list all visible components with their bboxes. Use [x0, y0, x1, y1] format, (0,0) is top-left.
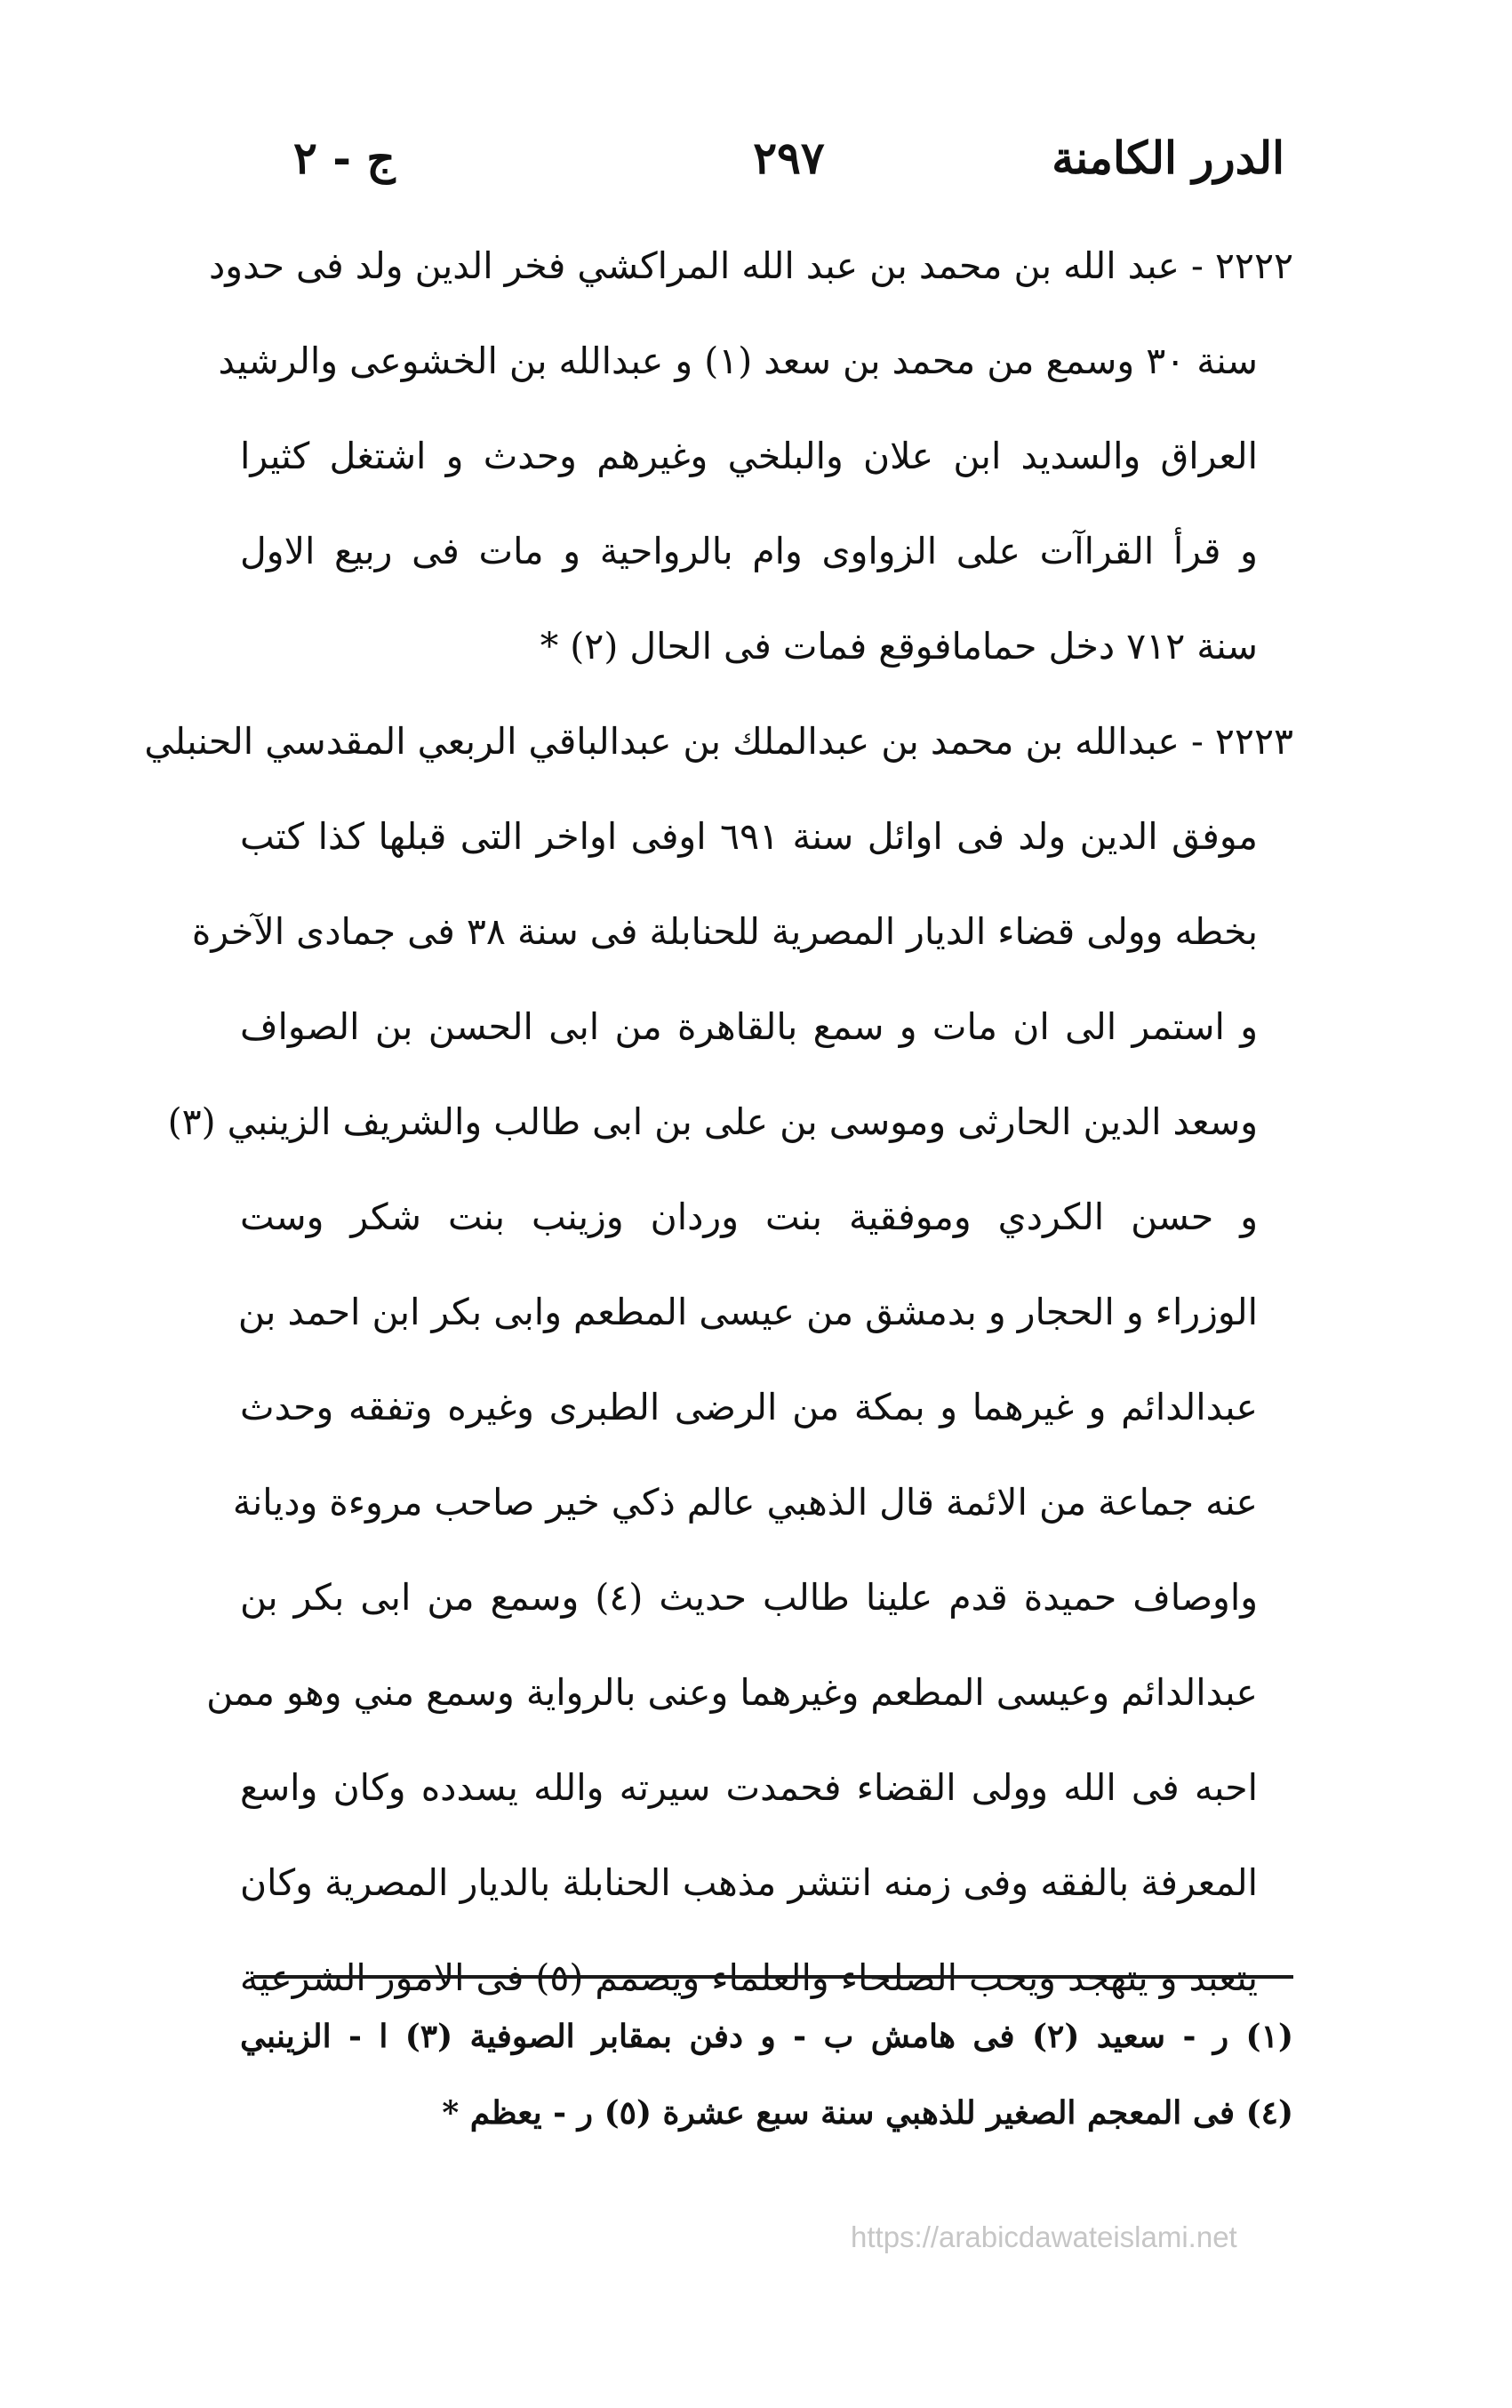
- text-line: ٢٢٢٣ - عبدالله بن محمد بن عبدالملك بن عبدالباقي الربعي المقدسي الحنبلي: [144, 720, 1293, 763]
- text-line: العراق والسديد ابن علان والبلخي وغيرهم وحدث و اشتغل كثيرا: [240, 435, 1258, 477]
- main-text: [144, 219, 1293, 2026]
- text-line: سنة ٧١٢ دخل حمامافوقع فمات فى الحال (٢) *: [540, 625, 1258, 668]
- biography-entry-2223: [144, 694, 1293, 2026]
- footnote-line: (٤) فى المعجم الصغير للذهبي سنة سبع عشرة (٥) ر - يعظم *: [442, 2094, 1293, 2132]
- text-line: وسعد الدين الحارثى وموسى بن على بن ابى طالب والشريف الزينبي (٣): [167, 1100, 1258, 1143]
- text-line: يتعبد و يتهجد ويحب الصلحاء والعلماء ويصمم (٥) فى الامور الشرعية: [239, 1956, 1258, 1999]
- text-line: عبدالدائم وعيسى المطعم وغيرهما وعنى بالرواية وسمع مني وهو ممن: [206, 1671, 1258, 1714]
- text-line: ٢٢٢٢ - عبد الله بن محمد بن عبد الله المراكشي فخر الدين ولد فى حدود: [209, 244, 1293, 287]
- biography-entry-2222: [209, 219, 1293, 694]
- text-line: عبدالدائم و غيرهما و بمكة من الرضى الطبرى وغيره وتفقه وحدث: [240, 1386, 1258, 1428]
- volume-label: ج - ٢: [293, 132, 396, 184]
- text-line: و قرأ القراآت على الزواوى وام بالرواحية و مات فى ربيع الاول: [240, 530, 1258, 572]
- text-line: المعرفة بالفقه وفى زمنه انتشر مذهب الحنابلة بالديار المصرية وكان: [240, 1861, 1258, 1904]
- text-line: واوصاف حميدة قدم علينا طالب حديث (٤) وسمع من ابى بكر بن: [240, 1576, 1259, 1619]
- book-title: الدرر الكامنة: [1052, 132, 1284, 184]
- footnote-divider: [253, 1975, 1293, 1979]
- text-line: و حسن الكردي وموفقية بنت وردان وزينب بنت شكر وست: [240, 1196, 1258, 1238]
- text-line: و استمر الى ان مات و سمع بالقاهرة من ابى الحسن بن الصواف: [240, 1005, 1258, 1048]
- watermark-url: https://arabicdawateislami.net: [851, 2220, 1237, 2253]
- footnotes: [240, 1998, 1293, 2151]
- text-line: الوزراء و الحجار و بدمشق من عيسى المطعم وابى بكر ابن احمد بن: [237, 1291, 1258, 1333]
- page-number: ٢٩٧: [753, 132, 825, 184]
- text-line: سنة ٣٠ وسمع من محمد بن سعد (١) و عبدالله بن الخشوعى والرشيد: [218, 340, 1258, 382]
- text-line: احبه فى الله وولى القضاء فحمدت سيرته والله يسدده وكان واسع: [240, 1766, 1258, 1809]
- footnote-line: (١) ر - سعيد (٢) فى هامش ب - و دفن بمقابر الصوفية (٣) ا - الزينبي: [240, 2018, 1293, 2055]
- text-line: بخطه وولى قضاء الديار المصرية للحنابلة فى سنة ٣٨ فى جمادى الآخرة: [191, 910, 1258, 953]
- text-line: موفق الدين ولد فى اوائل سنة ٦٩١ اوفى اواخر التى قبلها كذا كتب: [240, 815, 1258, 858]
- page-header: [293, 132, 1284, 203]
- text-line: عنه جماعة من الائمة قال الذهبي عالم ذكي خير صاحب مروءة وديانة: [232, 1481, 1258, 1524]
